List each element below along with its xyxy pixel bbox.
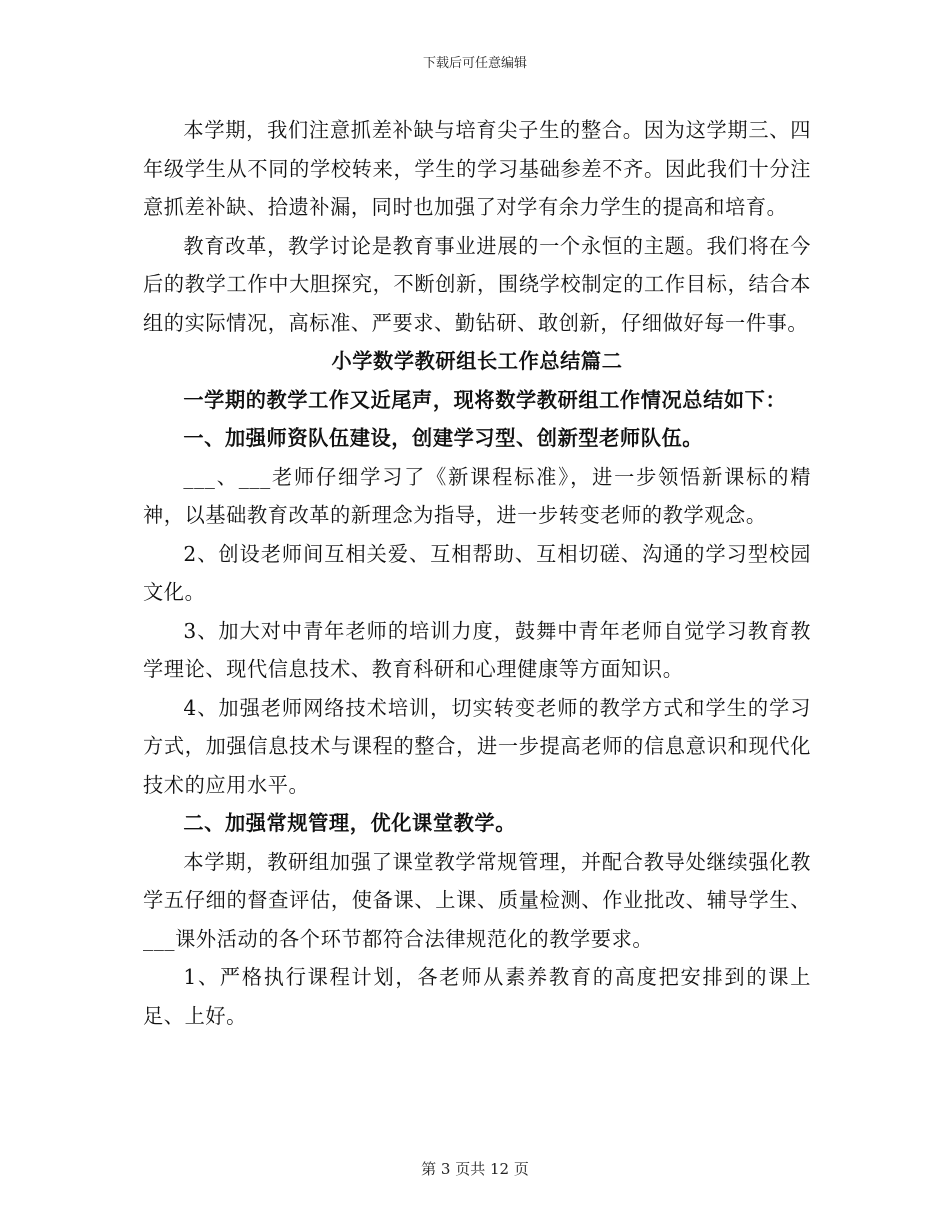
paragraph: 本学期，我们注意抓差补缺与培育尖子生的整合。因为这学期三、四年级学生从不同的学校转来，学生的学习基础参差不齐。因此我们十分注意抓差补缺、拾遗补漏，同时也加强了对学有余力学生的提高和培育。 [143, 118, 811, 219]
paragraph: 本学期，教研组加强了课堂教学常规管理，并配合教导处继续强化教学五仔细的督查评估，使备课、上课、质量检测、作业批改、辅导学生、___课外活动的各个环节都符合法律规范化的教学要求。 [143, 849, 811, 951]
list-item: 2、创设老师间互相关爱、互相帮助、互相切磋、沟通的学习型校园文化。 [143, 541, 811, 604]
document-body [143, 111, 811, 1035]
page-footer: 第 3 页共 12 页 [421, 1160, 529, 1178]
list-item: ___、___老师仔细学习了《新课程标准》，进一步领悟新课标的精神，以基础教育改革的新理念为指导，进一步转变老师的教学观念。 [143, 464, 811, 527]
list-item: 1、严格执行课程计划，各老师从素养教育的高度把安排到的课上足、上好。 [143, 965, 811, 1028]
page-header-note: 下载后可任意编辑 [422, 56, 527, 71]
intro-line: 一学期的教学工作又近尾声，现将数学教研组工作情况总结如下： [183, 387, 787, 412]
list-item: 3、加大对中青年老师的培训力度，鼓舞中青年老师自觉学习教育教学理论、现代信息技术、教育科研和心理健康等方面知识。 [143, 618, 811, 681]
heading-two: 二、加强常规管理，优化课堂教学。 [183, 811, 516, 835]
list-item: 4、加强老师网络技术培训，切实转变老师的教学方式和学生的学习方式，加强信息技术与课程的整合，进一步提高老师的信息意识和现代化技术的应用水平。 [143, 695, 811, 797]
paragraph: 教育改革，教学讨论是教育事业进展的一个永恒的主题。我们将在今后的教学工作中大胆探究，不断创新，围绕学校制定的工作目标，结合本组的实际情况，高标准、严要求、勤钻研、敢创新，仔细做好每一件事。 [143, 233, 811, 335]
heading-one: 一、加强师资队伍建设，创建学习型、创新型老师队伍。 [183, 426, 704, 450]
section-title: 小学数学教研组长工作总结篇二 [331, 349, 623, 373]
